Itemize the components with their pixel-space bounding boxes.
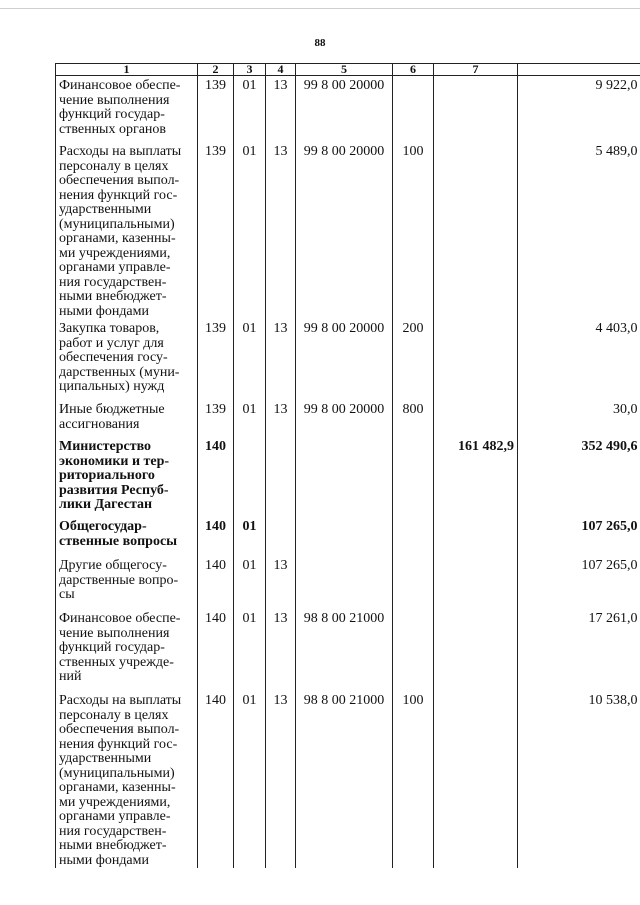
header-col-5: 5 [296,64,393,76]
row-name [56,319,198,400]
row-col7-value [434,76,518,143]
row-col7-value [434,142,518,319]
row-expense-type [393,437,434,517]
row-section: 01 [234,76,266,143]
row-expense-type: 100 [393,691,434,868]
row-name [56,517,198,556]
row-section: 01 [234,556,266,609]
row-subsection [266,437,296,517]
row-col7-value [434,400,518,437]
row-amount: 17 261,0 [518,609,640,691]
row-subsection: 13 [266,556,296,609]
row-target-item: 99 8 00 20000 [296,319,393,400]
row-name-text: Другие общегосу- дарственные вопро- сы [59,558,179,602]
row-target-item: 99 8 00 20000 [296,76,393,143]
row-section: 01 [234,517,266,556]
row-col7-value [434,517,518,556]
budget-table [55,63,640,868]
table-row [56,691,640,868]
row-subsection [266,517,296,556]
header-col-2: 2 [198,64,234,76]
row-name [56,437,198,517]
row-admin-code: 140 [198,556,234,609]
table-row [56,400,640,437]
row-amount: 107 265,0 [518,556,640,609]
row-admin-code: 139 [198,142,234,319]
row-target-item [296,556,393,609]
row-amount: 107 265,0 [518,517,640,556]
row-name-text: Финансовое обеспе- чение выполнения функций государ- ственных учрежде- ний [59,611,181,684]
row-subsection: 13 [266,691,296,868]
row-name-text: Финансовое обеспе- чение выполнения функций государ- ственных органов [59,78,181,137]
table-body [56,76,640,869]
top-rule [0,8,640,9]
row-amount: 4 403,0 [518,319,640,400]
table-row [56,142,640,319]
row-name-text: Закупка товаров, работ и услуг для обеспечения госу- дарственных (муни- ципальных) нужд [59,321,180,394]
table-header [56,64,640,76]
header-col-6: 6 [393,64,434,76]
row-name-text: Министерство экономики и тер- риториального развития Респуб- лики Дагестан [59,439,170,512]
header-col-7: 7 [434,64,518,76]
row-amount: 352 490,6 [518,437,640,517]
table-row [56,437,640,517]
row-target-item [296,437,393,517]
table-row [56,76,640,143]
row-expense-type [393,556,434,609]
row-section: 01 [234,691,266,868]
row-name [56,76,198,143]
row-name [56,691,198,868]
header-col-3: 3 [234,64,266,76]
row-admin-code: 140 [198,609,234,691]
table-row [56,556,640,609]
header-row [56,64,640,76]
row-col7-value: 161 482,9 [434,437,518,517]
row-name [56,556,198,609]
table-row [56,609,640,691]
row-target-item: 98 8 00 21000 [296,609,393,691]
row-name [56,609,198,691]
row-name [56,400,198,437]
row-subsection: 13 [266,76,296,143]
row-section: 01 [234,609,266,691]
row-expense-type: 200 [393,319,434,400]
row-name-text: Расходы на выплаты персоналу в целях обеспечения выпол- нения функций гос- ударственными (муниципальными) органами, казенны- ми учреждениями, органами управле- ния государствен- ными внебюджет- ными фондами [59,693,182,868]
row-admin-code: 140 [198,517,234,556]
row-admin-code: 140 [198,437,234,517]
row-expense-type: 100 [393,142,434,319]
row-amount: 10 538,0 [518,691,640,868]
row-amount: 9 922,0 [518,76,640,143]
row-target-item: 98 8 00 21000 [296,691,393,868]
row-name [56,142,198,319]
header-col-4: 4 [266,64,296,76]
row-subsection: 13 [266,400,296,437]
row-admin-code: 139 [198,400,234,437]
row-col7-value [434,319,518,400]
row-section: 01 [234,400,266,437]
row-name-text: Расходы на выплаты персоналу в целях обеспечения выпол- нения функций гос- ударственными (муниципальными) органами, казенны- ми учреждениями, органами управле- ния государствен- ными внебюджет- ными фондами [59,144,182,319]
row-section: 01 [234,142,266,319]
row-expense-type [393,609,434,691]
row-admin-code: 139 [198,76,234,143]
row-subsection: 13 [266,319,296,400]
row-target-item: 99 8 00 20000 [296,142,393,319]
row-admin-code: 139 [198,319,234,400]
header-col-1: 1 [56,64,198,76]
row-col7-value [434,556,518,609]
header-col-8 [518,64,640,76]
row-target-item: 99 8 00 20000 [296,400,393,437]
table-row [56,517,640,556]
row-expense-type: 800 [393,400,434,437]
row-col7-value [434,609,518,691]
row-name-text: Общегосудар- ственные вопросы [59,519,178,549]
row-admin-code: 140 [198,691,234,868]
table-row [56,319,640,400]
row-name-text: Иные бюджетные ассигнования [59,402,165,432]
row-section: 01 [234,319,266,400]
row-col7-value [434,691,518,868]
row-subsection: 13 [266,609,296,691]
row-target-item [296,517,393,556]
page-number: 88 [314,37,326,49]
row-amount: 5 489,0 [518,142,640,319]
row-expense-type [393,517,434,556]
row-section [234,437,266,517]
row-expense-type [393,76,434,143]
row-subsection: 13 [266,142,296,319]
row-amount: 30,0 [518,400,640,437]
